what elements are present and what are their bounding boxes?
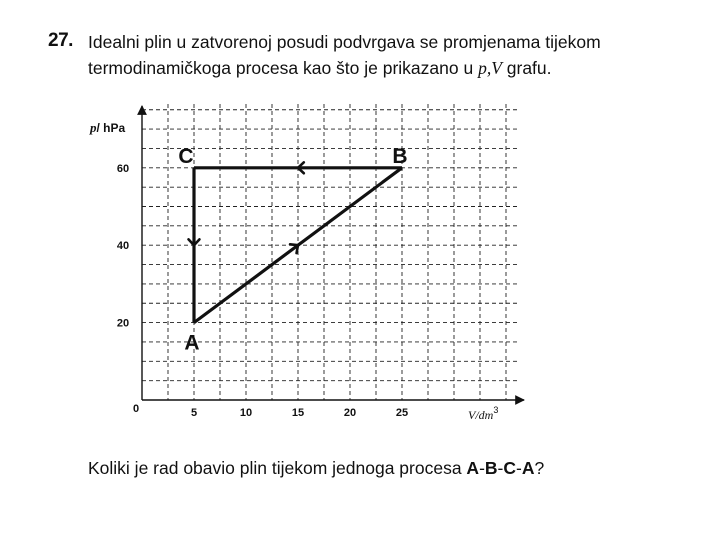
final-process-c: C bbox=[503, 458, 516, 478]
x-tick-label: 25 bbox=[395, 407, 409, 419]
point-label-a: A bbox=[184, 331, 200, 355]
y-tick-label: 40 bbox=[116, 240, 130, 253]
final-question bbox=[88, 458, 544, 479]
final-question-prefix: Koliki je rad obavio plin tijekom jednoga procesa bbox=[88, 458, 467, 478]
final-process-b: B bbox=[484, 458, 498, 478]
x-axis-title: $V/dm^3$ bbox=[468, 405, 499, 422]
point-label-c: C bbox=[178, 144, 194, 168]
final-process-a2: A bbox=[521, 458, 535, 478]
x-tick-label: 10 bbox=[239, 407, 253, 419]
question-text-line2-suffix: grafu. bbox=[501, 58, 552, 78]
problem-number: 27. bbox=[48, 30, 73, 51]
y-tick-label: 60 bbox=[116, 162, 130, 175]
y-axis-title: p/ hPa bbox=[90, 120, 126, 135]
final-process-a1: A bbox=[466, 458, 480, 478]
final-dash-2: - bbox=[497, 458, 504, 478]
point-label-b: B bbox=[392, 144, 408, 168]
question-text-line1: Idealni plin u zatvorenoj posudi podvrgava se promjenama tijekom bbox=[88, 32, 601, 52]
final-dash-3: - bbox=[516, 458, 522, 478]
x-tick-label: 5 bbox=[190, 407, 198, 419]
final-question-suffix: ? bbox=[534, 458, 545, 478]
question-text-line2-prefix: termodinamičkoga procesa kao što je prikazano u bbox=[88, 58, 479, 78]
question-math-pv: p,V bbox=[478, 58, 502, 78]
origin-label: 0 bbox=[133, 403, 140, 415]
final-dash-1: - bbox=[479, 458, 485, 478]
y-tick-label: 20 bbox=[116, 317, 130, 330]
x-tick-label: 15 bbox=[291, 407, 305, 419]
x-tick-label: 20 bbox=[343, 407, 357, 419]
